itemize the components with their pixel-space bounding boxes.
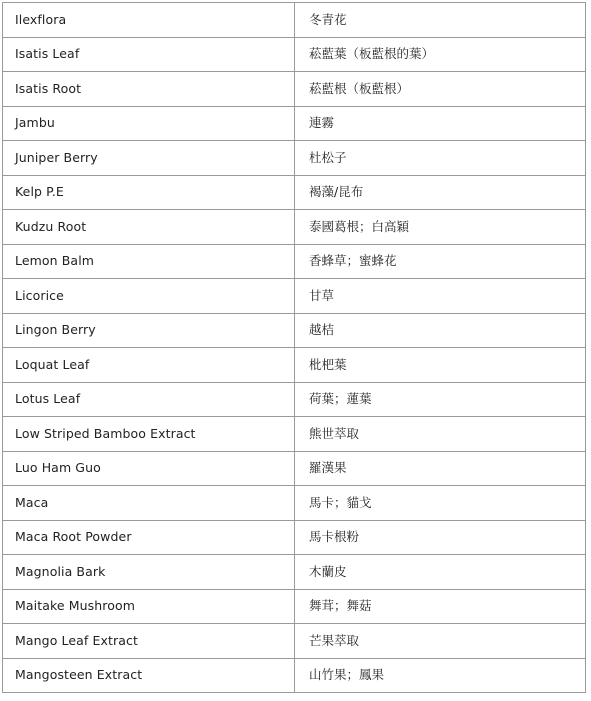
chinese-name-cell: 馬卡；貓戈 xyxy=(295,486,586,521)
chinese-name-cell: 杜松子 xyxy=(295,141,586,176)
chinese-name-cell: 荷葉；蓮葉 xyxy=(295,382,586,417)
english-name-cell: Maitake Mushroom xyxy=(3,589,295,624)
chinese-name-cell: 舞茸；舞菇 xyxy=(295,589,586,624)
table-row xyxy=(3,106,586,141)
chinese-name-cell: 山竹果；鳳果 xyxy=(295,658,586,693)
english-name-cell: Mangosteen Extract xyxy=(3,658,295,693)
table-row xyxy=(3,244,586,279)
table-row xyxy=(3,3,586,38)
english-name-cell: Kelp P.E xyxy=(3,175,295,210)
table-row xyxy=(3,451,586,486)
table-row xyxy=(3,175,586,210)
english-name-cell: Kudzu Root xyxy=(3,210,295,245)
table-row xyxy=(3,624,586,659)
table-row xyxy=(3,486,586,521)
english-name-cell: Isatis Root xyxy=(3,72,295,107)
table-row xyxy=(3,658,586,693)
chinese-name-cell: 菘藍葉（板藍根的葉） xyxy=(295,37,586,72)
chinese-name-cell: 羅漢果 xyxy=(295,451,586,486)
english-name-cell: Loquat Leaf xyxy=(3,348,295,383)
chinese-name-cell: 香蜂草；蜜蜂花 xyxy=(295,244,586,279)
english-name-cell: Jambu xyxy=(3,106,295,141)
chinese-name-cell: 泰國葛根；白高穎 xyxy=(295,210,586,245)
table-row xyxy=(3,72,586,107)
glossary-table-body xyxy=(3,3,586,693)
table-row xyxy=(3,382,586,417)
english-name-cell: Low Striped Bamboo Extract xyxy=(3,417,295,452)
english-name-cell: Mango Leaf Extract xyxy=(3,624,295,659)
table-row xyxy=(3,279,586,314)
english-name-cell: Maca Root Powder xyxy=(3,520,295,555)
table-row xyxy=(3,520,586,555)
table-row xyxy=(3,417,586,452)
chinese-name-cell: 枇杷葉 xyxy=(295,348,586,383)
table-row xyxy=(3,348,586,383)
chinese-name-cell: 褐藻/昆布 xyxy=(295,175,586,210)
english-name-cell: Isatis Leaf xyxy=(3,37,295,72)
table-row xyxy=(3,37,586,72)
table-row xyxy=(3,313,586,348)
ingredient-glossary-table xyxy=(2,2,586,693)
chinese-name-cell: 芒果萃取 xyxy=(295,624,586,659)
english-name-cell: Licorice xyxy=(3,279,295,314)
english-name-cell: Maca xyxy=(3,486,295,521)
english-name-cell: Magnolia Bark xyxy=(3,555,295,590)
chinese-name-cell: 菘藍根（板藍根） xyxy=(295,72,586,107)
chinese-name-cell: 甘草 xyxy=(295,279,586,314)
english-name-cell: Lotus Leaf xyxy=(3,382,295,417)
chinese-name-cell: 木蘭皮 xyxy=(295,555,586,590)
chinese-name-cell: 連霧 xyxy=(295,106,586,141)
english-name-cell: Ilexflora xyxy=(3,3,295,38)
chinese-name-cell: 冬青花 xyxy=(295,3,586,38)
table-row xyxy=(3,141,586,176)
table-row xyxy=(3,210,586,245)
chinese-name-cell: 熊世萃取 xyxy=(295,417,586,452)
english-name-cell: Lingon Berry xyxy=(3,313,295,348)
table-row xyxy=(3,555,586,590)
table-row xyxy=(3,589,586,624)
chinese-name-cell: 馬卡根粉 xyxy=(295,520,586,555)
english-name-cell: Juniper Berry xyxy=(3,141,295,176)
english-name-cell: Luo Ham Guo xyxy=(3,451,295,486)
english-name-cell: Lemon Balm xyxy=(3,244,295,279)
chinese-name-cell: 越桔 xyxy=(295,313,586,348)
